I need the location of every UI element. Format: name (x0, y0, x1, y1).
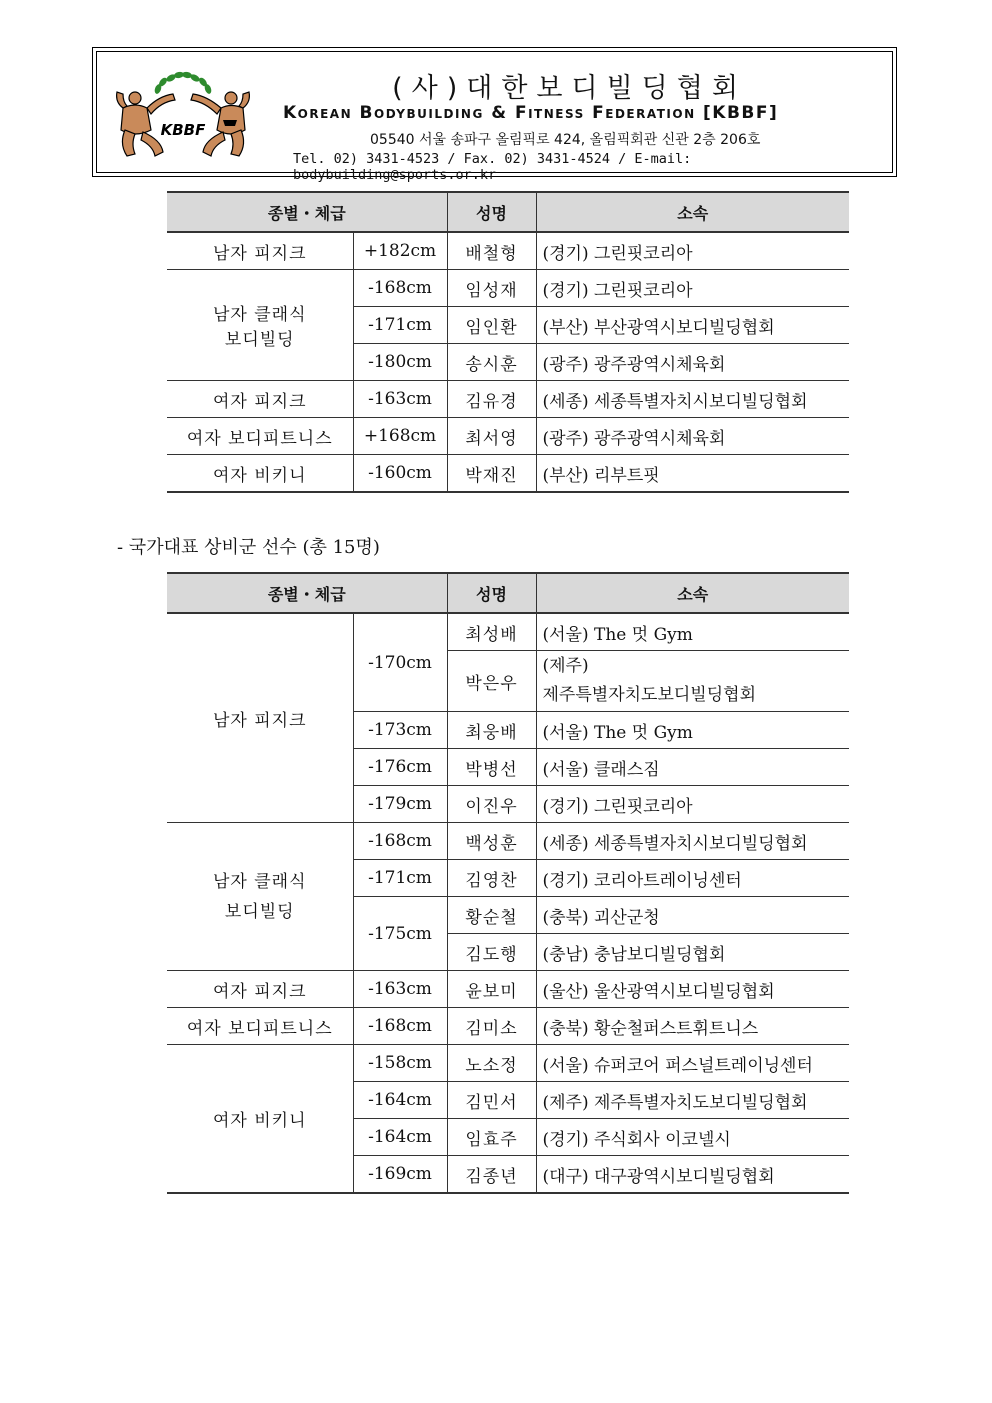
class-cell: -171cm (353, 307, 447, 344)
letterhead (92, 47, 897, 183)
roster-table-1 (167, 191, 849, 493)
class-cell: -168cm (353, 1008, 447, 1045)
affiliation-cell: (충남) 충남보디빌딩협회 (536, 934, 849, 971)
class-cell: +168cm (353, 418, 447, 455)
name-cell: 백성훈 (447, 823, 536, 860)
name-cell: 박은우 (447, 651, 536, 712)
table-row (167, 1045, 849, 1082)
category-cell: 여자 보디피트니스 (167, 418, 353, 455)
name-cell: 최성배 (447, 613, 536, 651)
name-cell: 이진우 (447, 786, 536, 823)
name-cell: 임성재 (447, 270, 536, 307)
category-cell (167, 823, 353, 971)
class-cell: -173cm (353, 712, 447, 749)
affiliation-cell: (울산) 울산광역시보디빌딩협회 (536, 971, 849, 1008)
category-cell: 남자 피지크 (167, 232, 353, 270)
name-cell: 김영찬 (447, 860, 536, 897)
class-cell: -175cm (353, 897, 447, 971)
affiliation-cell: (경기) 그린핏코리아 (536, 270, 849, 307)
table-row (167, 613, 849, 651)
affiliation-cell: (서울) The 멋 Gym (536, 613, 849, 651)
class-cell: -168cm (353, 823, 447, 860)
name-cell: 최서영 (447, 418, 536, 455)
affiliation-cell: (경기) 그린핏코리아 (536, 232, 849, 270)
class-cell: -171cm (353, 860, 447, 897)
table-row (167, 418, 849, 455)
org-title-english: Korean Bodybuilding & Fitness Federation [KBBF] (283, 103, 779, 123)
header-name: 성명 (447, 192, 536, 232)
table-row (167, 455, 849, 493)
name-cell: 김민서 (447, 1082, 536, 1119)
org-contact-info: Tel. 02) 3431-4523 / Fax. 02) 3431-4524 / E-mail: bodybuilding@sports.or.kr (293, 151, 692, 183)
table-row (167, 971, 849, 1008)
roster-table-2 (167, 572, 849, 1194)
org-title-korean: (사)대한보디빌딩협회 (392, 73, 747, 104)
class-cell: -163cm (353, 381, 447, 418)
name-cell: 임효주 (447, 1119, 536, 1156)
category-cell: 여자 보디피트니스 (167, 1008, 353, 1045)
class-cell: -158cm (353, 1045, 447, 1082)
class-cell: -176cm (353, 749, 447, 786)
name-cell: 김도행 (447, 934, 536, 971)
org-address: 05540 서울 송파구 올림픽로 424, 올림픽회관 신관 2층 206호 (370, 132, 761, 148)
category-cell: 여자 비키니 (167, 455, 353, 493)
class-cell: -168cm (353, 270, 447, 307)
header-affiliation: 소속 (536, 192, 849, 232)
category-cell: 여자 피지크 (167, 971, 353, 1008)
affiliation-cell: (부산) 부산광역시보디빌딩협회 (536, 307, 849, 344)
table-header-row (167, 573, 849, 613)
class-cell: -164cm (353, 1119, 447, 1156)
class-cell: -164cm (353, 1082, 447, 1119)
affiliation-cell: (서울) 클래스짐 (536, 749, 849, 786)
class-cell: -179cm (353, 786, 447, 823)
name-cell: 최웅배 (447, 712, 536, 749)
name-cell: 김유경 (447, 381, 536, 418)
class-cell: -160cm (353, 455, 447, 493)
name-cell: 송시훈 (447, 344, 536, 381)
table-header-row (167, 192, 849, 232)
affiliation-cell: (광주) 광주광역시체육회 (536, 344, 849, 381)
affiliation-cell: (경기) 주식회사 이코넬시 (536, 1119, 849, 1156)
table-row (167, 232, 849, 270)
table-row (167, 381, 849, 418)
name-cell: 박병선 (447, 749, 536, 786)
class-cell: -169cm (353, 1156, 447, 1194)
name-cell: 황순철 (447, 897, 536, 934)
category-cell (167, 270, 353, 381)
affiliation-cell: (경기) 코리아트레이닝센터 (536, 860, 849, 897)
letterhead-inner-border (96, 51, 893, 183)
name-cell: 김종년 (447, 1156, 536, 1194)
category-line: 남자 클래식 (212, 305, 307, 325)
table-row (167, 823, 849, 860)
affiliation-cell (536, 651, 849, 712)
name-cell: 배철형 (447, 232, 536, 270)
category-cell: 남자 피지크 (167, 613, 353, 823)
name-cell: 노소정 (447, 1045, 536, 1082)
affiliation-cell: (서울) 슈퍼코어 퍼스널트레이닝센터 (536, 1045, 849, 1082)
kbbf-logo-text: KBBF (160, 121, 206, 139)
class-cell: -180cm (353, 344, 447, 381)
class-cell: -163cm (353, 971, 447, 1008)
affiliation-cell: (세종) 세종특별자치시보디빌딩협회 (536, 381, 849, 418)
header-category: 종별・체급 (167, 573, 447, 613)
section-heading-reserve-athletes: - 국가대표 상비군 선수 (총 15명) (117, 537, 380, 558)
table-row (167, 1008, 849, 1045)
class-cell: +182cm (353, 232, 447, 270)
affiliation-cell: (광주) 광주광역시체육회 (536, 418, 849, 455)
affiliation-cell: (대구) 대구광역시보디빌딩협회 (536, 1156, 849, 1194)
affiliation-cell: (제주) 제주특별자치도보디빌딩협회 (536, 1082, 849, 1119)
name-cell: 박재진 (447, 455, 536, 493)
name-cell: 윤보미 (447, 971, 536, 1008)
table-row (167, 270, 849, 307)
category-line: 보디빌딩 (224, 330, 295, 350)
category-cell: 여자 비키니 (167, 1045, 353, 1194)
affiliation-cell: (충북) 괴산군청 (536, 897, 849, 934)
name-cell: 임인환 (447, 307, 536, 344)
affiliation-cell: (세종) 세종특별자치시보디빌딩협회 (536, 823, 849, 860)
category-line: 남자 클래식 (212, 871, 307, 892)
affiliation-cell: (부산) 리부트핏 (536, 455, 849, 493)
header-category: 종별・체급 (167, 192, 447, 232)
affiliation-line: 제주특별자치도보디빌딩협회 (542, 685, 756, 705)
affiliation-cell: (서울) The 멋 Gym (536, 712, 849, 749)
name-cell: 김미소 (447, 1008, 536, 1045)
affiliation-line: (제주) (542, 656, 589, 676)
class-cell: -170cm (353, 613, 447, 712)
header-affiliation: 소속 (536, 573, 849, 613)
category-line: 보디빌딩 (224, 901, 295, 922)
affiliation-cell: (충북) 황순철퍼스트휘트니스 (536, 1008, 849, 1045)
category-cell: 여자 피지크 (167, 381, 353, 418)
affiliation-cell: (경기) 그린핏코리아 (536, 786, 849, 823)
header-name: 성명 (447, 573, 536, 613)
